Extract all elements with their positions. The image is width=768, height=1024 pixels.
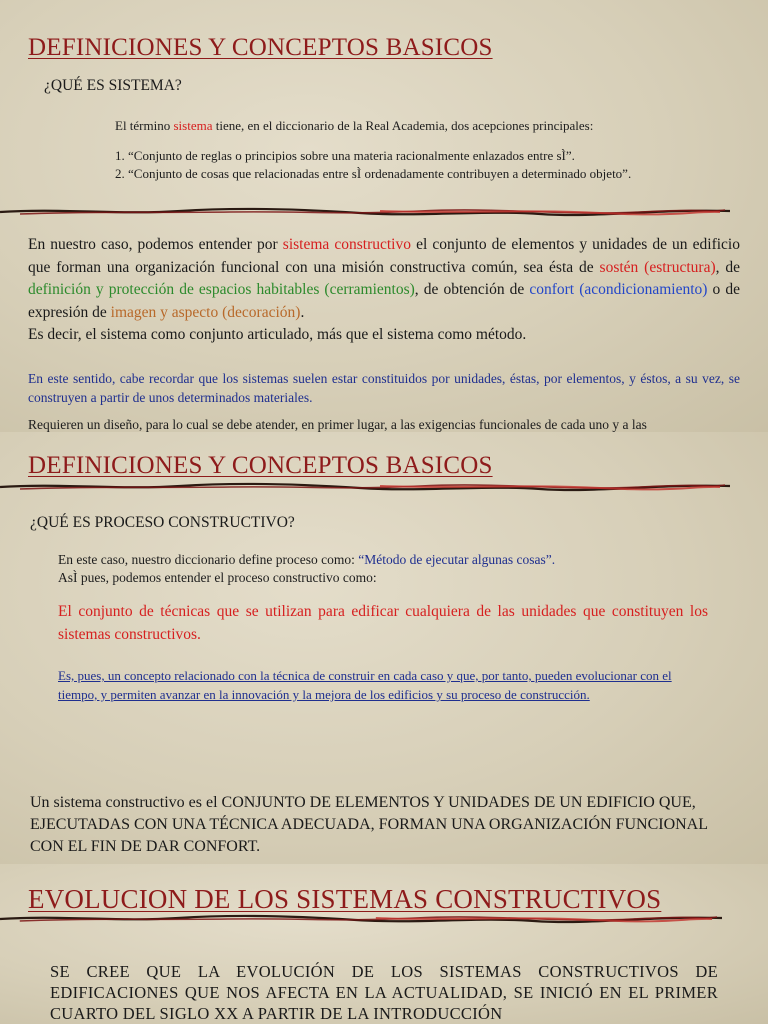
definition-line-a: En este caso, nuestro diccionario define proceso como: — [58, 552, 359, 567]
lead-in-line: AsÌ pues, podemos entender el proceso constructivo como: — [58, 570, 377, 585]
slide-evolucion — [0, 864, 768, 1024]
brush-stroke-divider-icon — [0, 912, 722, 926]
cut-off-line: Requieren un diseño, para lo cual se debe atender, en primer lugar, a las exigencias funcionales de cada uno y a las — [28, 417, 647, 432]
para-text-7: Es decir, el sistema como conjunto articulado, más que el sistema como método. — [28, 326, 527, 343]
slide-proceso — [0, 432, 768, 864]
intro-text-b: tiene, en el diccionario de la Real Academia, dos acepciones principales: — [212, 118, 594, 133]
sistema-constructivo-paragraph — [28, 234, 740, 347]
highlight-confort: confort (acondicionamiento) — [529, 281, 708, 298]
definition-1: 1. “Conjunto de reglas o principios sobre una materia racionalmente enlazados entre sÌ”. — [115, 148, 575, 163]
slide-sistema — [0, 0, 768, 432]
brush-stroke-divider-icon — [0, 480, 730, 494]
brush-stroke-divider-icon — [0, 205, 730, 219]
red-definition: El conjunto de técnicas que se utilizan para edificar cualquiera de las unidades que constituyen los sistemas constructivos. — [58, 603, 708, 643]
highlight-cerramientos: definición y protección de espacios habitables (cerramientos) — [28, 281, 415, 298]
intro-text — [115, 117, 755, 135]
intro-text-a: El término — [115, 118, 174, 133]
slide-subtitle: ¿QUÉ ES PROCESO CONSTRUCTIVO? — [30, 514, 295, 531]
evolution-text: SE CREE QUE LA EVOLUCIÓN DE LOS SISTEMAS CONSTRUCTIVOS DE EDIFICACIONES QUE NOS AFECTA EN LA ACTUALIDAD, SE INICIÓ EN EL PRIMER CUARTO DEL SIGLO XX A PARTIR DE LA INTRODUCCIÓN — [50, 962, 718, 1023]
para-text-4: , de obtención de — [414, 281, 530, 298]
highlight-sosten: sostén (estructura) — [599, 258, 716, 276]
definition-2: 2. “Conjunto de cosas que relacionadas entre sÌ ordenadamente contribuyen a determinado objeto”. — [115, 166, 632, 181]
highlight-imagen: imagen y aspecto (decoración) — [110, 303, 301, 321]
para-text-3: , de — [715, 258, 740, 276]
blue-note: En este sentido, cabe recordar que los sistemas suelen estar constituidos por unidades, éstas, por elementos, y éstos, a su vez, se construyen a partir de unos determinados materiales. — [28, 371, 740, 405]
slide-subtitle: ¿QUÉ ES SISTEMA? — [44, 77, 182, 94]
para-text-1: En nuestro caso, podemos entender por — [28, 236, 283, 253]
para-text-5: o de expresión de — [28, 281, 740, 321]
definition-quote: “Método de ejecutar algunas cosas”. — [358, 552, 556, 567]
para-text-2: el conjunto de elementos y unidades de un edificio que forman una organización funcional con una misión constructiva común, sea ésta de — [28, 236, 740, 276]
slide-title: EVOLUCION DE LOS SISTEMAS CONSTRUCTIVOS — [28, 884, 662, 914]
summary-caps-note: Un sistema constructivo es el CONJUNTO DE ELEMENTOS Y UNIDADES DE UN EDIFICIO QUE, EJECUTADAS CON UNA TÉCNICA ADECUADA, FORMAN UNA ORGANIZACIÓN FUNCIONAL CON EL FIN DE DAR CONFORT. — [30, 794, 708, 855]
highlight-sistema: sistema — [173, 118, 213, 133]
slide-title: DEFINICIONES Y CONCEPTOS BASICOS — [28, 34, 493, 61]
para-text-6: . — [300, 303, 305, 321]
slide-title: DEFINICIONES Y CONCEPTOS BASICOS — [28, 452, 493, 479]
highlight-sistema-constructivo: sistema constructivo — [282, 236, 411, 253]
blue-note: Es, pues, un concepto relacionado con la técnica de construir en cada caso y que, por tanto, pueden evolucionar con el tiempo, y permiten avanzar en la innovación y la mejora de los edificios y su proceso de construcción. — [58, 668, 672, 702]
definition-line — [58, 551, 555, 569]
